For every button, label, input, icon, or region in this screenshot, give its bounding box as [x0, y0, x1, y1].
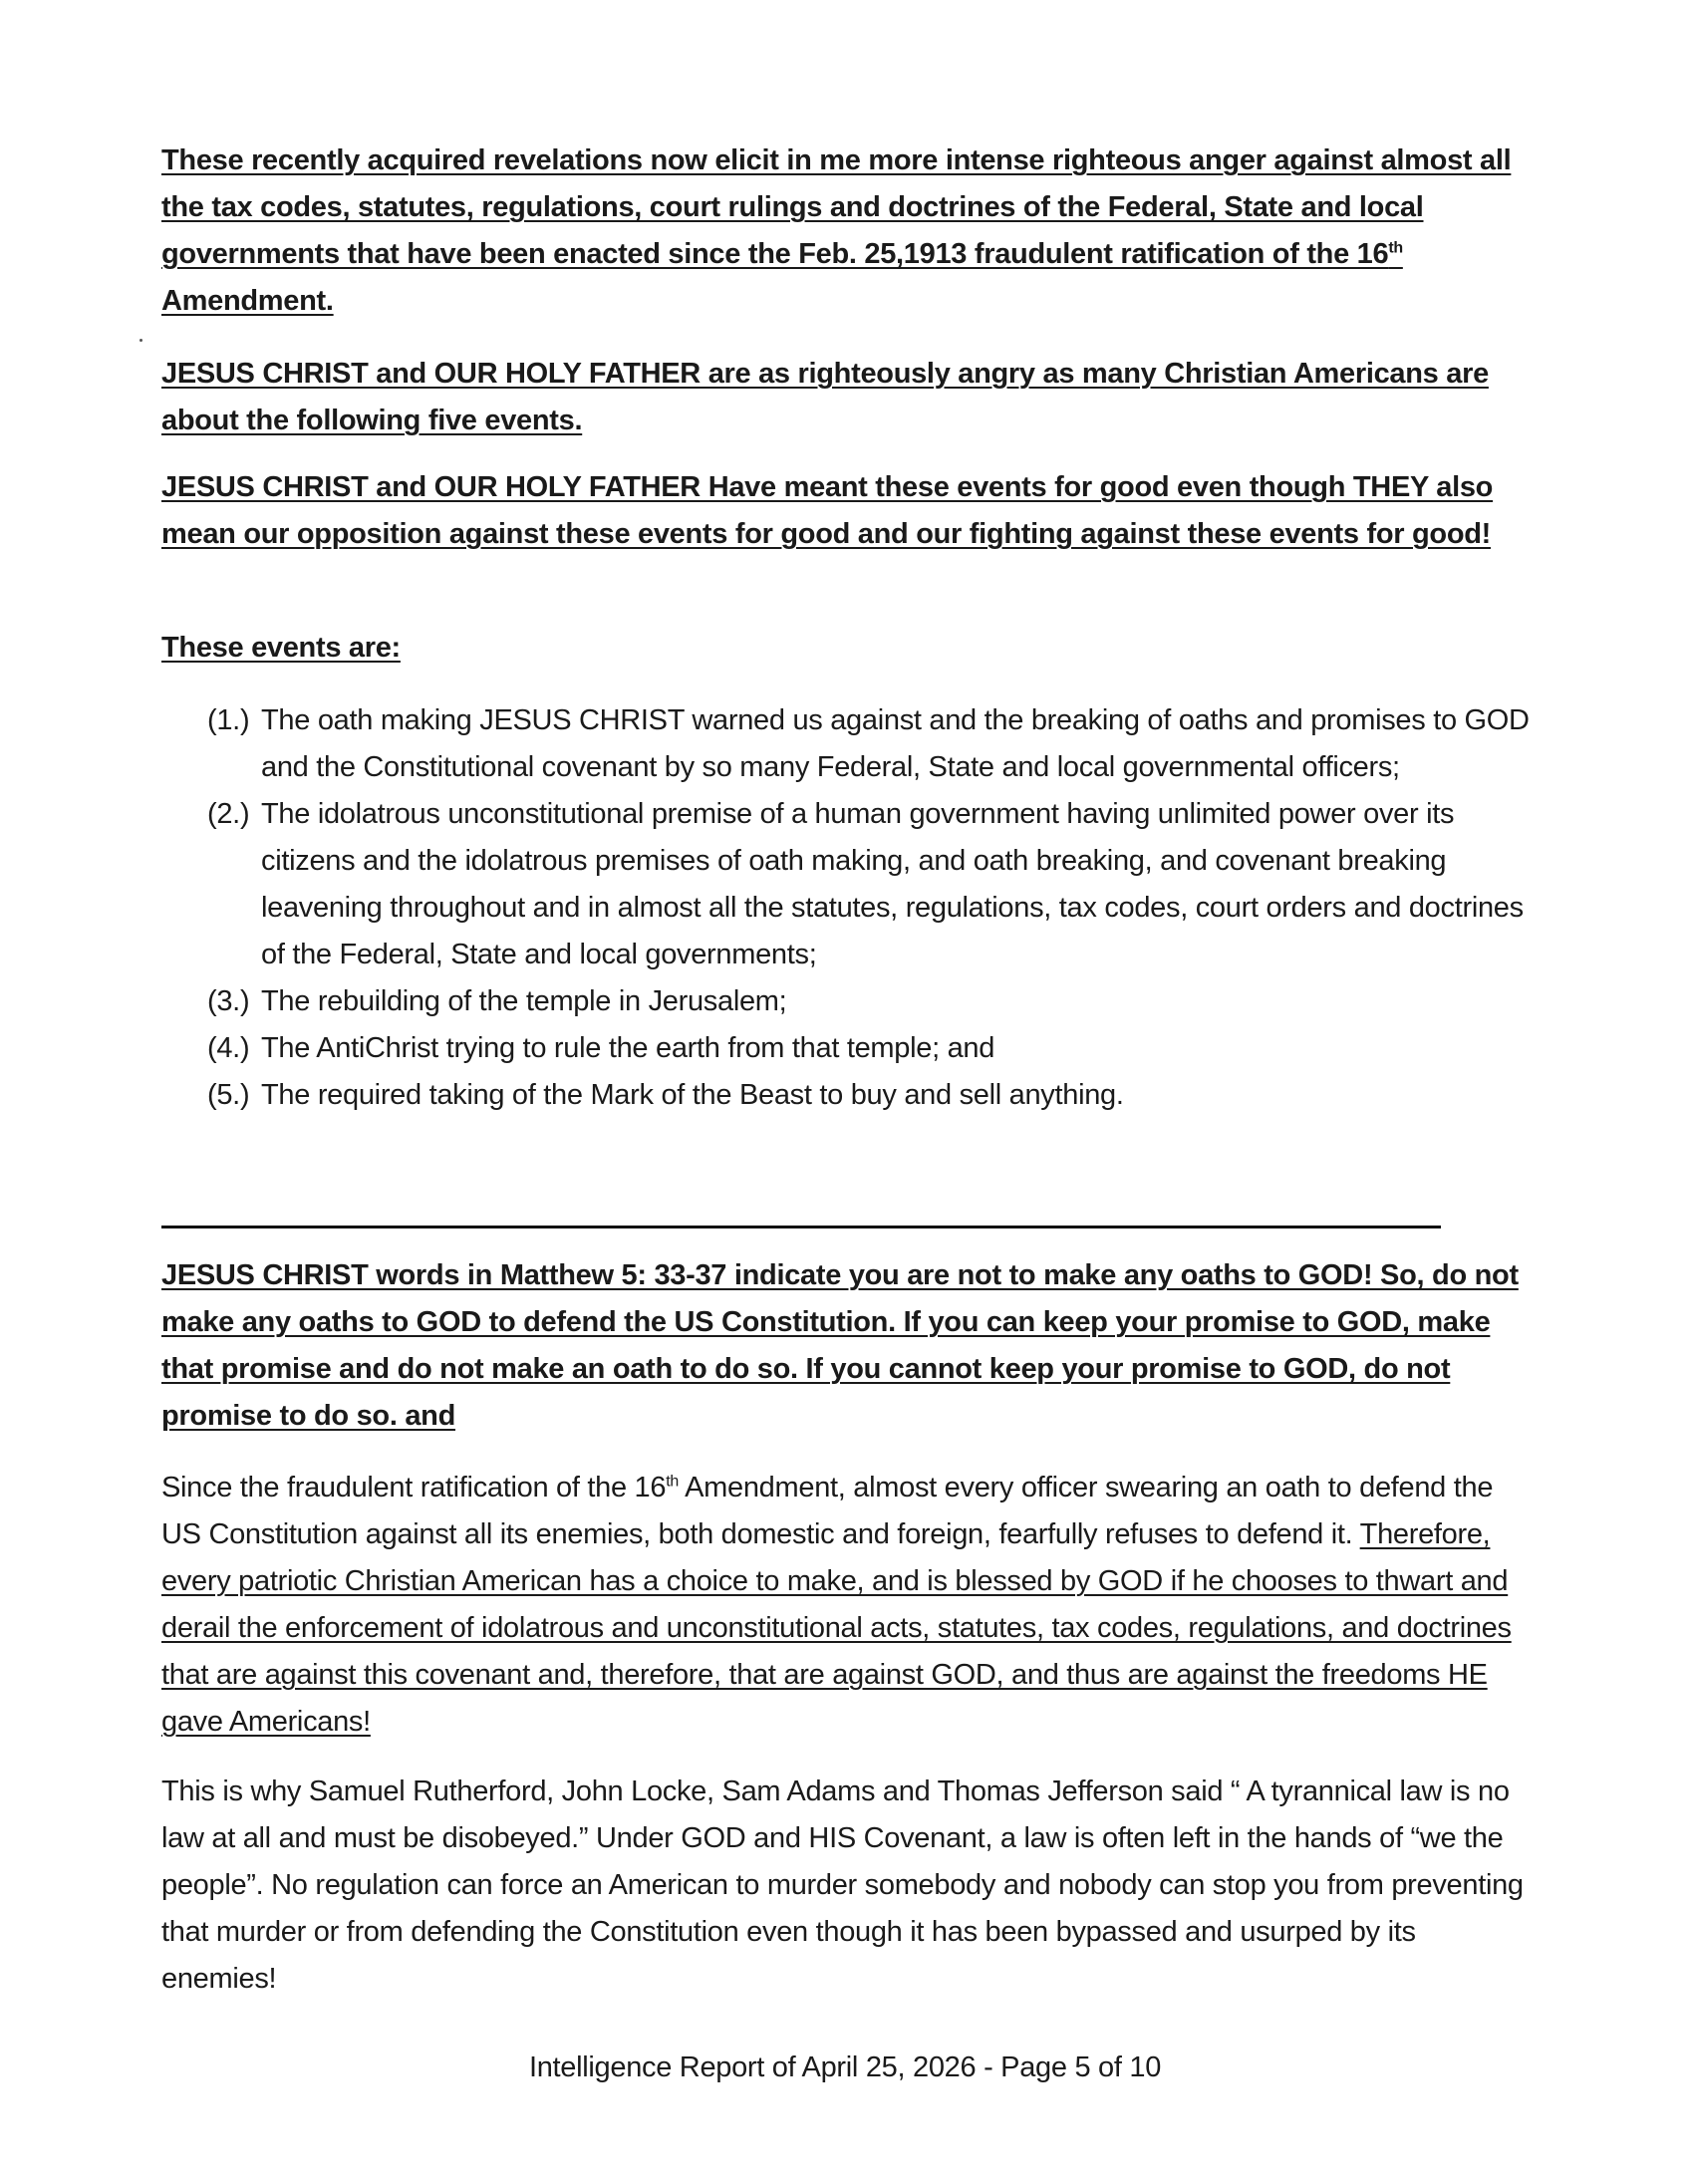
- paragraph-officers-oath: [161, 1465, 1537, 1746]
- event-text: The oath making JESUS CHRIST warned us against and the breaking of oaths and promises to GOD and the Constitutional covenant by so many Federal, State and local governmental officers;: [261, 704, 1530, 783]
- paragraph-righteous-anger-text: JESUS CHRIST and OUR HOLY FATHER are as righteously angry as many Christian Americans are about the following five events.: [161, 358, 1489, 436]
- event-item: [207, 697, 1543, 791]
- event-text: The required taking of the Mark of the Beast to buy and sell anything.: [261, 1079, 1124, 1111]
- horizontal-divider: [161, 1226, 1441, 1228]
- paragraph-revelations-text: These recently acquired revelations now elicit in me more intense righteous anger against almost all the tax codes, statutes, regulations, court rulings and doctrines of the Federal, State and local governments that have been enacted since the Feb. 25,1913 fraudulent ratification of the 16: [161, 144, 1512, 270]
- event-text: The rebuilding of the temple in Jerusalem;: [261, 985, 787, 1017]
- paragraph-matthew-oaths-text: JESUS CHRIST words in Matthew 5: 33-37 indicate you are not to make any oaths to GOD! So, do not make any oaths to GOD to defend the US Constitution. If you can keep your promise to GOD, make that promise and do not make an oath to do so. If you cannot keep your promise to GOD, do not promise to do so. and: [161, 1259, 1519, 1432]
- paragraph-matthew-oaths: [161, 1252, 1537, 1440]
- paragraph-tyrannical-law: [161, 1769, 1537, 2003]
- event-item: [207, 978, 1543, 1025]
- paragraph-revelations-tail: Amendment.: [161, 285, 334, 317]
- ordinal-suffix: th: [666, 1473, 679, 1491]
- paragraph-officers-oath-text-a: Since the fraudulent ratification of the 16: [161, 1472, 667, 1503]
- event-number: (3.): [207, 985, 250, 1017]
- events-heading-text: These events are:: [161, 632, 401, 664]
- event-item: [207, 791, 1543, 978]
- event-item: [207, 1025, 1543, 1072]
- events-list: [207, 697, 1543, 1119]
- paragraph-officers-oath-underlined: Therefore, every patriotic Christian American has a choice to make, and is blessed by GOD if he chooses to thwart and derail the enforcement of idolatrous and unconstitutional acts, statutes, tax codes, regulations, and doctrines that are against this covenant and, therefore, that are against GOD, and thus are against the freedoms HE gave Americans!: [161, 1518, 1512, 1738]
- ordinal-suffix: th: [1388, 239, 1403, 257]
- paragraph-officers-oath-text-b: Amendment, almost every officer swearing an oath to defend the US Constitution against all its enemies, both domestic and foreign, fearfully refuses to defend it.: [161, 1472, 1494, 1550]
- event-number: (5.): [207, 1079, 250, 1111]
- paragraph-tyrannical-law-text: This is why Samuel Rutherford, John Locke, Sam Adams and Thomas Jefferson said “ A tyrannical law is no law at all and must be disobeyed.” Under GOD and HIS Covenant, a law is often left in the hands of “we the people”. No regulation can force an American to murder somebody and nobody can stop you from preventing that murder or from defending the Constitution even though it has been bypassed and usurped by its enemies!: [161, 1775, 1524, 1995]
- event-number: (1.): [207, 704, 250, 736]
- page-footer: Intelligence Report of April 25, 2026 - Page 5 of 10: [528, 2051, 1162, 2083]
- paragraph-righteous-anger: [161, 351, 1537, 444]
- event-text: The AntiChrist trying to rule the earth from that temple; and: [261, 1032, 995, 1064]
- event-number: (4.): [207, 1032, 250, 1064]
- paragraph-meant-for-good: [161, 464, 1537, 558]
- event-number: (2.): [207, 798, 250, 830]
- event-item: [207, 1072, 1543, 1119]
- scan-artifact-dot: [140, 339, 142, 342]
- event-text: The idolatrous unconstitutional premise of a human government having unlimited power over its citizens and the idolatrous premises of oath making, and oath breaking, and covenant breaking leavening throughout and in almost all the statutes, regulations, tax codes, court orders and doctrines of the Federal, State and local governments;: [261, 798, 1524, 970]
- paragraph-meant-for-good-text: JESUS CHRIST and OUR HOLY FATHER Have meant these events for good even though THEY also mean our opposition against these events for good and our fighting against these events for good!: [161, 471, 1494, 550]
- events-heading: [161, 625, 1537, 672]
- paragraph-revelations: [161, 137, 1537, 325]
